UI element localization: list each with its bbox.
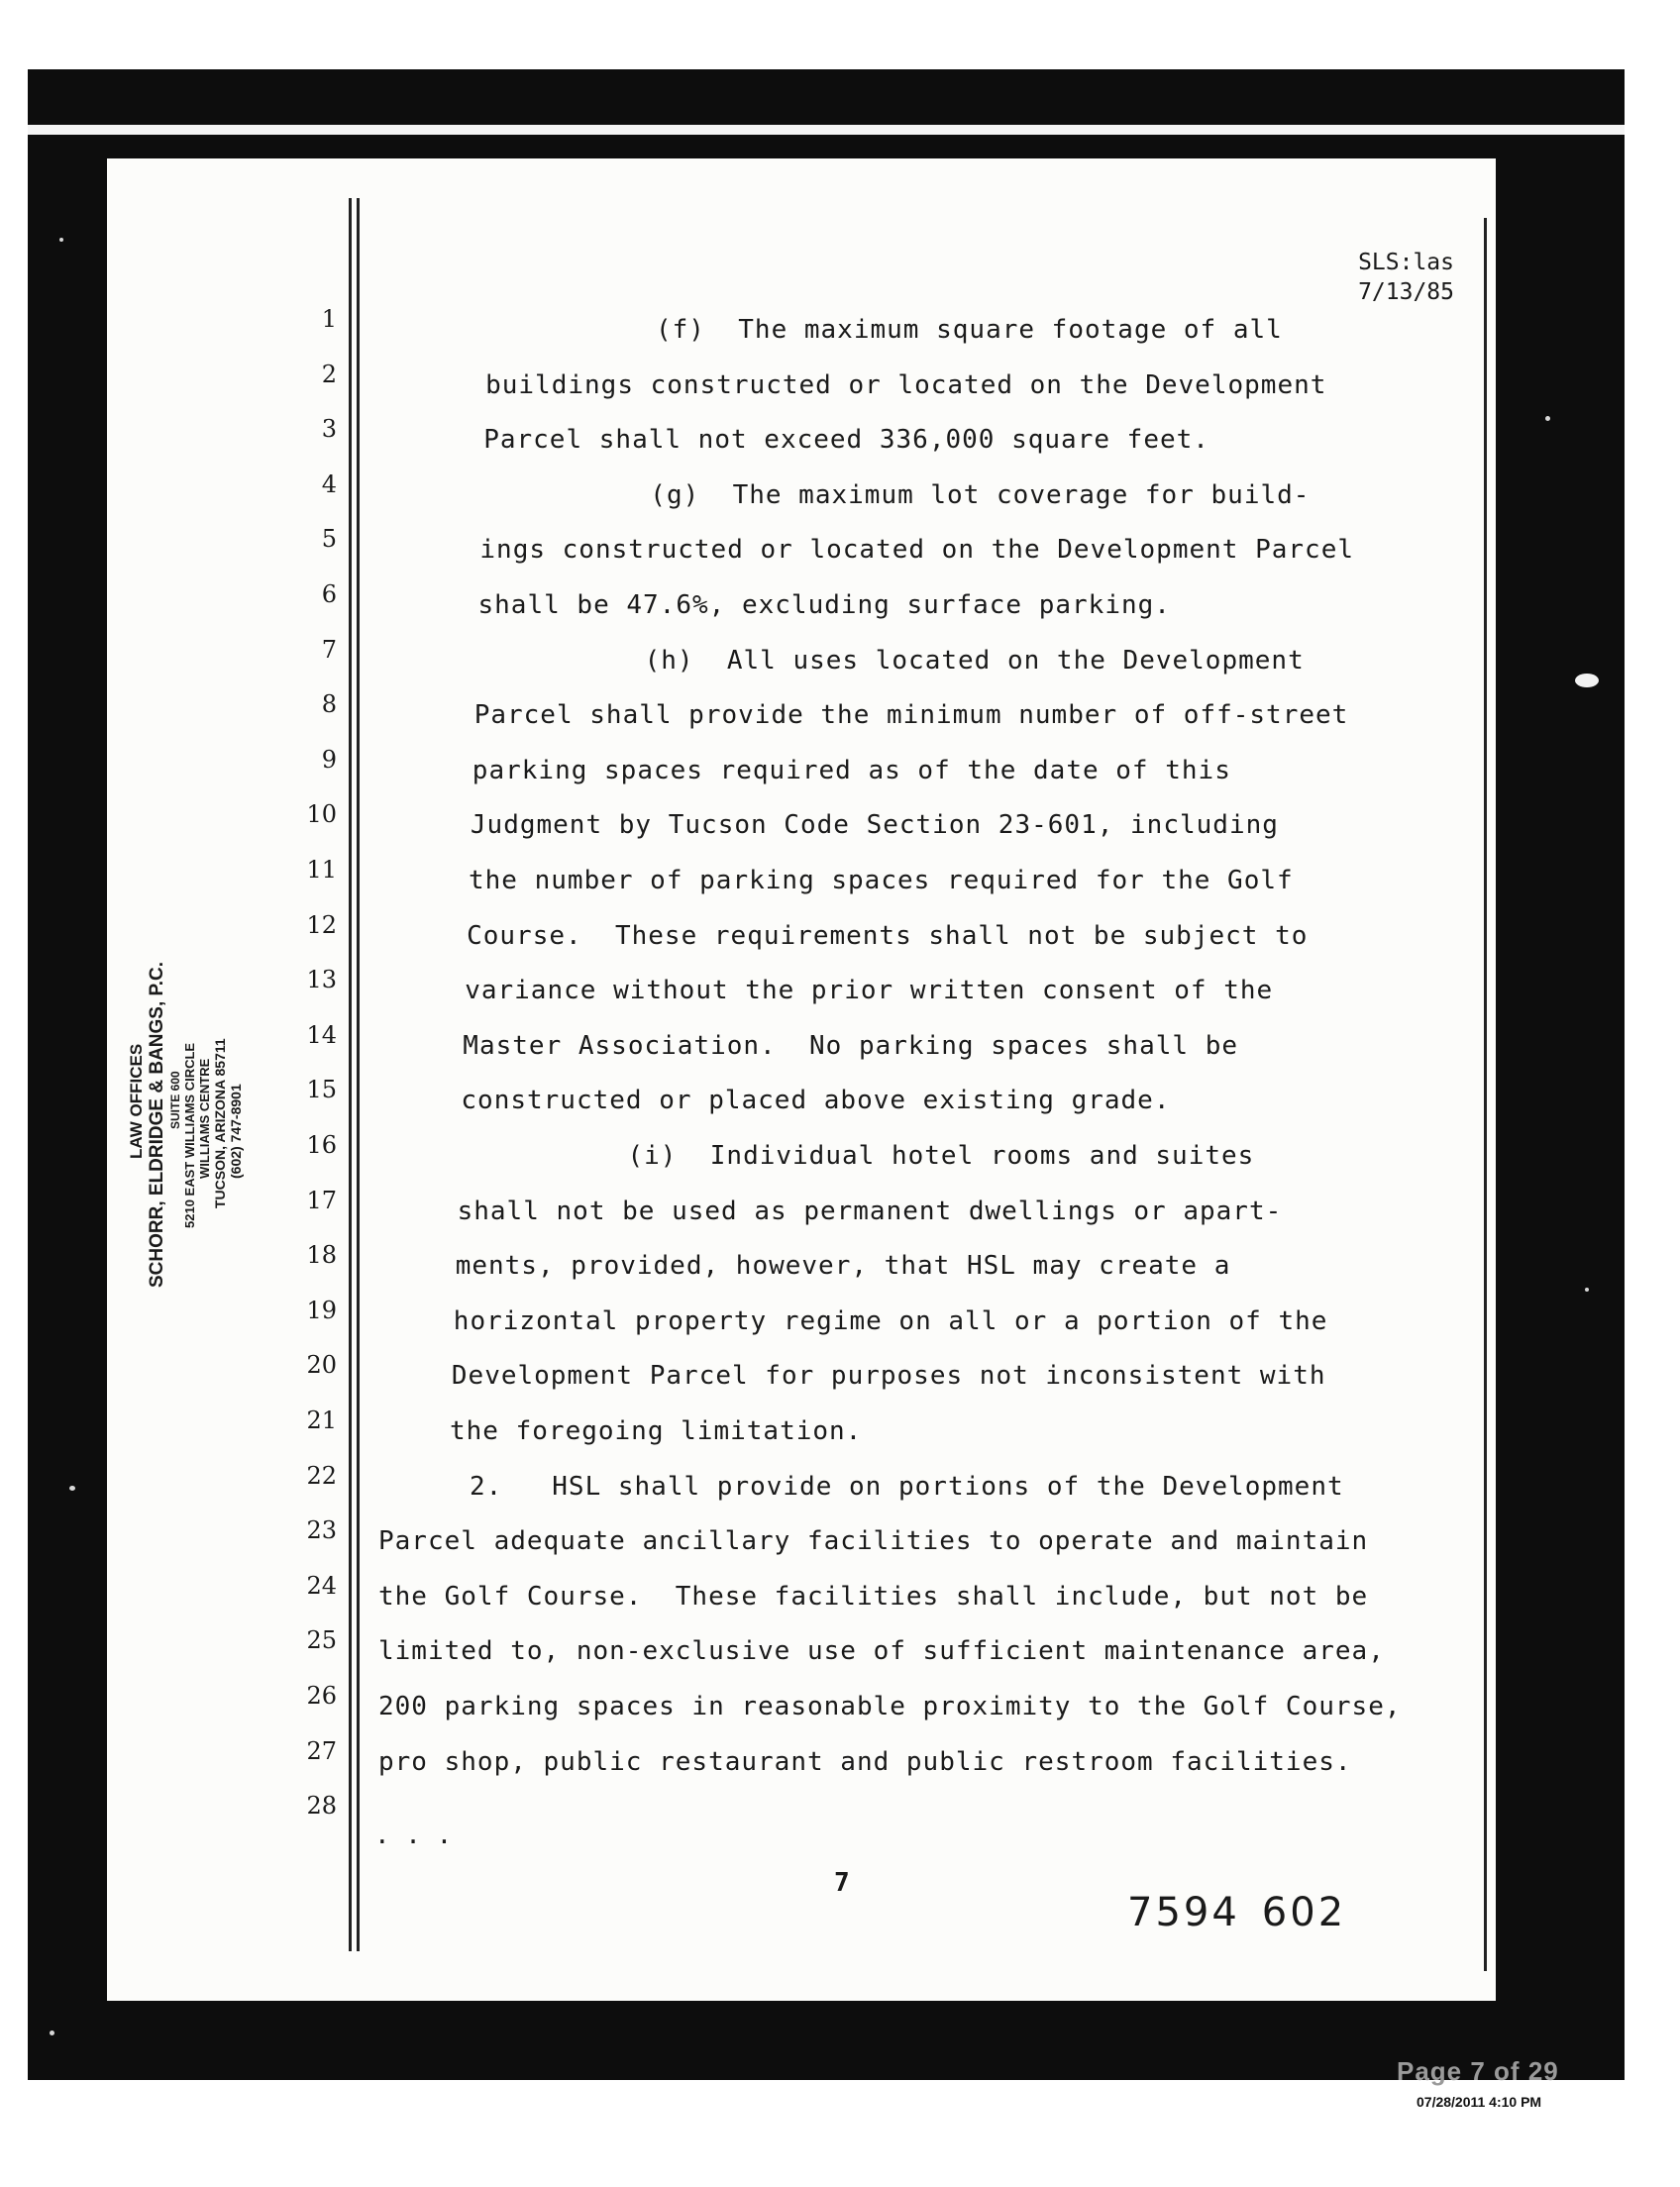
text-line: horizontal property regime on all or a portion of the bbox=[453, 1305, 1328, 1336]
line-number: 9 bbox=[321, 745, 337, 774]
text-line: 2. HSL shall provide on portions of the Development bbox=[470, 1471, 1344, 1502]
text-line: (i) Individual hotel rooms and suites bbox=[627, 1141, 1255, 1171]
text-line: (h) All uses located on the Development bbox=[644, 645, 1305, 676]
left-margin-rule bbox=[349, 198, 352, 1951]
scan-speck bbox=[50, 2031, 54, 2035]
firm-building: WILLIAMS CENTRE bbox=[197, 1058, 212, 1179]
line-number: 20 bbox=[306, 1351, 337, 1380]
firm-street: 5210 EAST WILLIAMS CIRCLE bbox=[182, 1042, 197, 1228]
line-number: 3 bbox=[321, 415, 337, 444]
header-date: 7/13/85 bbox=[1358, 279, 1454, 305]
text-line: the Golf Course. These facilities shall include, but not be bbox=[378, 1581, 1369, 1612]
text-line: Parcel adequate ancillary facilities to operate and maintain bbox=[378, 1526, 1369, 1557]
firm-suite: SUITE 600 bbox=[168, 1071, 182, 1129]
text-line: Parcel shall provide the minimum number of off-street bbox=[473, 700, 1349, 731]
book-number: 7594 bbox=[1127, 1890, 1240, 1935]
line-number: 16 bbox=[306, 1131, 337, 1159]
line-number: 6 bbox=[321, 580, 337, 608]
firm-heading: LAW OFFICES bbox=[127, 1043, 146, 1159]
author-initials: SLS:las bbox=[1358, 250, 1454, 275]
law-firm-block bbox=[127, 962, 244, 1288]
line-number: 24 bbox=[306, 1571, 337, 1600]
line-number: 18 bbox=[306, 1241, 337, 1270]
firm-city: TUCSON, ARIZONA 85711 bbox=[212, 1038, 228, 1208]
line-number: 25 bbox=[306, 1626, 337, 1655]
scan-speck bbox=[1585, 1288, 1589, 1292]
document-header bbox=[1358, 248, 1454, 307]
print-timestamp: 07/28/2011 4:10 PM bbox=[1417, 2094, 1542, 2110]
line-number: 5 bbox=[321, 525, 337, 554]
text-line: Parcel shall not exceed 336,000 square feet. bbox=[483, 425, 1209, 456]
line-number: 10 bbox=[306, 800, 337, 829]
line-number: 4 bbox=[321, 469, 337, 498]
left-margin-rule-inner bbox=[357, 198, 360, 1951]
line-number: 27 bbox=[306, 1736, 337, 1765]
line-number: 12 bbox=[306, 910, 337, 939]
line-number: 13 bbox=[306, 966, 337, 994]
line-number: 26 bbox=[306, 1682, 337, 1710]
text-line: Judgment by Tucson Code Section 23-601, including bbox=[470, 810, 1279, 841]
continuation-marks: . . . bbox=[374, 1821, 453, 1850]
text-line: Course. These requirements shall not be subject to bbox=[467, 920, 1309, 951]
line-number: 19 bbox=[306, 1296, 337, 1324]
text-line: Development Parcel for purposes not inconsistent with bbox=[451, 1361, 1326, 1392]
text-line: shall not be used as permanent dwellings or apart- bbox=[457, 1196, 1283, 1226]
line-number: 17 bbox=[306, 1186, 337, 1214]
recording-stamp bbox=[1127, 1890, 1346, 1935]
text-line: pro shop, public restaurant and public restroom facilities. bbox=[378, 1746, 1352, 1777]
text-line: 200 parking spaces in reasonable proximity to the Golf Course, bbox=[378, 1692, 1402, 1721]
scan-speck bbox=[1575, 674, 1599, 687]
line-number: 2 bbox=[321, 360, 337, 388]
text-line: ments, provided, however, that HSL may create a bbox=[455, 1251, 1231, 1282]
text-line: the foregoing limitation. bbox=[450, 1416, 863, 1446]
scan-speck bbox=[1545, 416, 1550, 421]
firm-name: SCHORR, ELDRIDGE & BANGS, P.C. bbox=[147, 961, 167, 1288]
line-number: 1 bbox=[321, 305, 337, 333]
text-line: buildings constructed or located on the Development bbox=[485, 369, 1327, 400]
text-line: Master Association. No parking spaces shall be bbox=[463, 1030, 1239, 1061]
scan-speck bbox=[69, 1486, 75, 1491]
page-number: 7 bbox=[834, 1868, 850, 1898]
viewer-page-label: Page 7 of 29 bbox=[1397, 2056, 1559, 2086]
book-page: 602 bbox=[1261, 1890, 1347, 1935]
text-line: limited to, non-exclusive use of sufficient maintenance area, bbox=[378, 1636, 1385, 1667]
line-number: 15 bbox=[306, 1076, 337, 1104]
text-line: the number of parking spaces required for the Golf bbox=[469, 866, 1294, 895]
line-number: 11 bbox=[306, 856, 337, 884]
text-line: constructed or placed above existing grade. bbox=[461, 1086, 1171, 1116]
line-number: 22 bbox=[306, 1461, 337, 1490]
right-margin-rule bbox=[1484, 218, 1487, 1971]
firm-phone: (602) 747-8901 bbox=[228, 1084, 244, 1179]
line-number: 21 bbox=[306, 1406, 337, 1434]
text-line: (f) The maximum square footage of all bbox=[656, 315, 1283, 345]
text-line: (g) The maximum lot coverage for build- bbox=[650, 479, 1311, 510]
line-number: 14 bbox=[306, 1020, 337, 1049]
scan-top-band bbox=[28, 125, 1625, 135]
text-line: variance without the prior written consent of the bbox=[465, 976, 1274, 1006]
line-number: 7 bbox=[321, 635, 337, 664]
text-line: shall be 47.6%, excluding surface parking. bbox=[477, 590, 1171, 620]
line-number: 8 bbox=[321, 690, 337, 719]
line-number: 28 bbox=[306, 1792, 337, 1821]
text-line: parking spaces required as of the date of this bbox=[472, 755, 1231, 785]
text-line: ings constructed or located on the Development Parcel bbox=[479, 535, 1355, 566]
scan-speck bbox=[59, 238, 63, 242]
line-number: 23 bbox=[306, 1516, 337, 1545]
